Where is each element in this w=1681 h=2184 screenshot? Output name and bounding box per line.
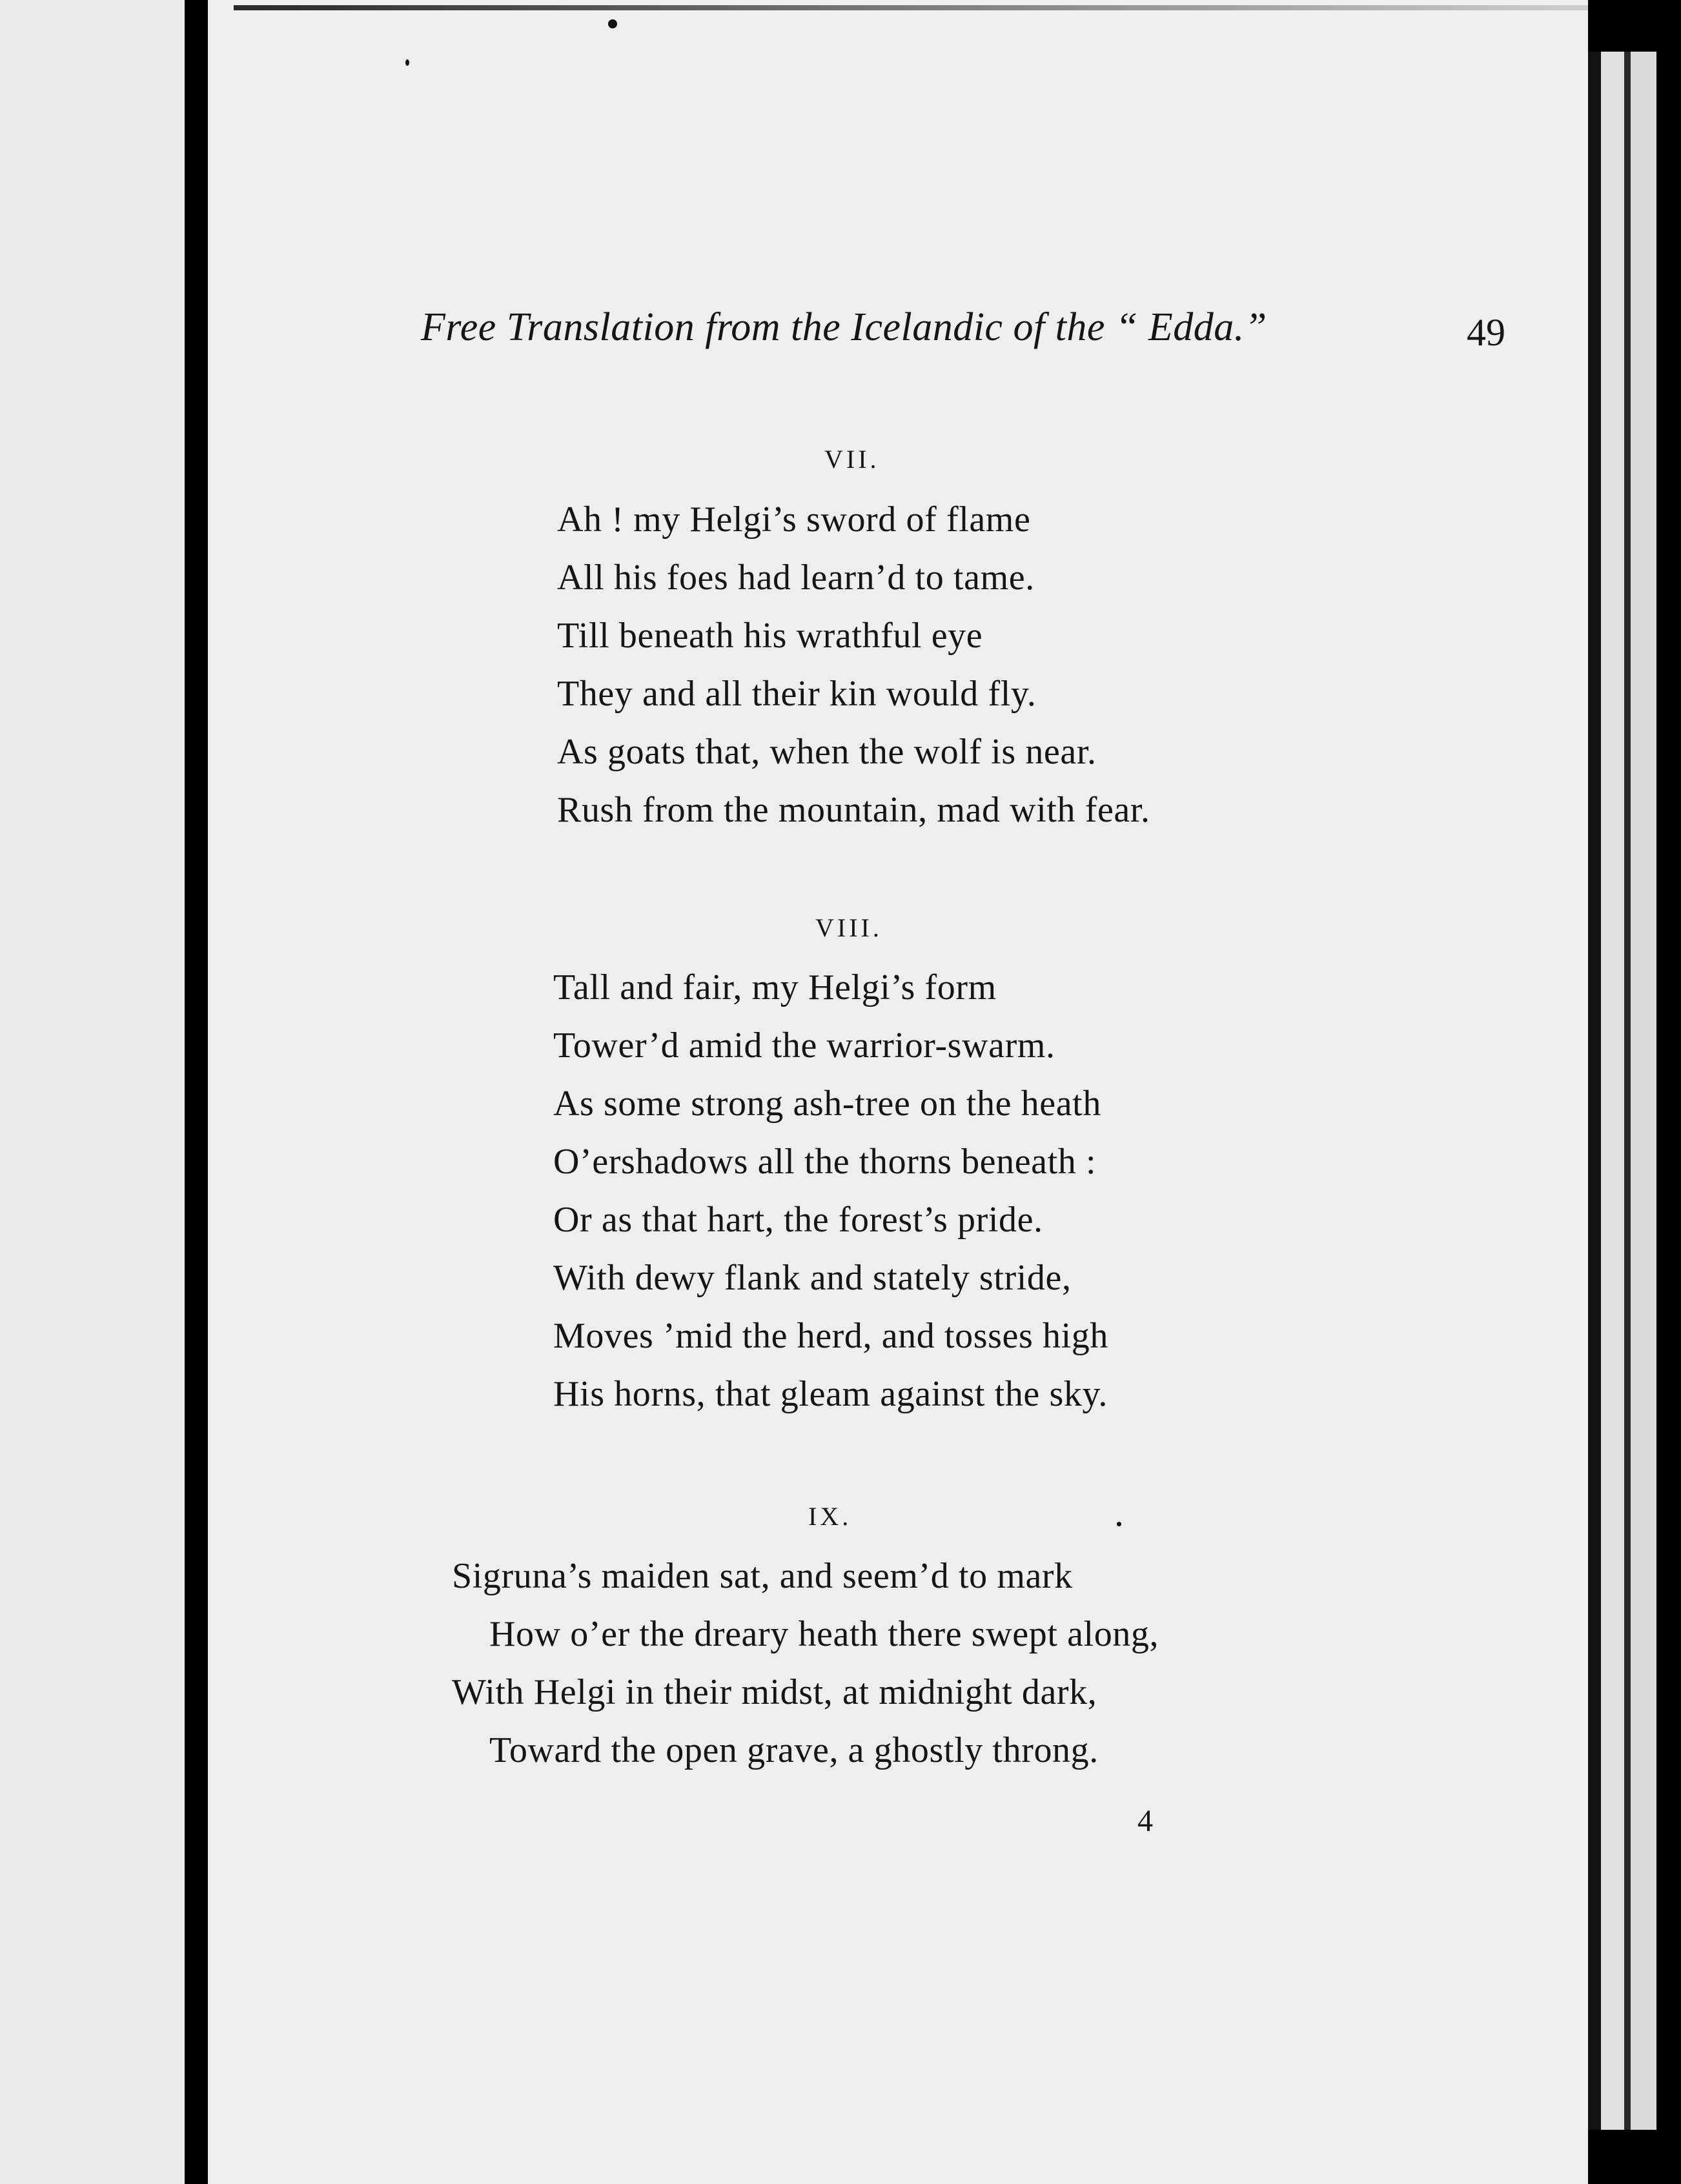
- ink-speck: [1117, 1522, 1121, 1526]
- top-scan-rule: [234, 5, 1588, 10]
- page-edge-gap: [1624, 52, 1631, 2130]
- verse-line: As goats that, when the wolf is near.: [557, 732, 1097, 772]
- verse-line: All his foes had learn’d to tame.: [557, 558, 1035, 598]
- ink-speck: [405, 59, 409, 66]
- facing-page-edge: [0, 0, 185, 2184]
- verse-line: As some strong ash-tree on the heath: [553, 1084, 1101, 1124]
- verse-line: Tall and fair, my Helgi’s form: [553, 967, 997, 1007]
- verse-line: Tower’d amid the warrior-swarm.: [553, 1026, 1055, 1066]
- running-head: [421, 298, 1518, 356]
- verse-line: Ah ! my Helgi’s sword of flame: [557, 500, 1031, 540]
- verse-line: With Helgi in their midst, at midnight dark,: [452, 1672, 1097, 1712]
- stanza-numeral: IX.: [808, 1502, 852, 1531]
- verse-line: Sigruna’s maiden sat, and seem’d to mark: [452, 1556, 1073, 1596]
- stanza-numeral: VII.: [824, 445, 880, 474]
- verse-line: Moves ’mid the herd, and tosses high: [553, 1316, 1108, 1356]
- verse-line: How o’er the dreary heath there swept along,: [489, 1614, 1159, 1654]
- signature-mark: 4: [1137, 1804, 1153, 1838]
- page-edge-shadow: [1588, 52, 1601, 2130]
- page-number: 49: [1467, 311, 1505, 354]
- verse-line: With dewy flank and stately stride,: [553, 1258, 1072, 1298]
- page-edge-leaves: [1601, 52, 1624, 2130]
- verse-line: Rush from the mountain, mad with fear.: [557, 790, 1150, 830]
- verse-line: Or as that hart, the forest’s pride.: [553, 1200, 1043, 1240]
- verse-line: O’ershadows all the thorns beneath :: [553, 1142, 1097, 1182]
- book-page: [208, 0, 1588, 2184]
- verse-line: Toward the open grave, a ghostly throng.: [489, 1730, 1099, 1770]
- running-head-title: Free Translation from the Icelandic of the “ Edda.”: [421, 305, 1267, 349]
- page-edge-leaves-outer: [1631, 52, 1656, 2130]
- verse-line: They and all their kin would fly.: [557, 674, 1037, 714]
- verse-line: His horns, that gleam against the sky.: [553, 1374, 1108, 1414]
- page-edge-background: [1656, 52, 1681, 2130]
- ink-speck: [608, 19, 617, 28]
- verse-line: Till beneath his wrathful eye: [557, 616, 983, 656]
- stanza-numeral: VIII.: [815, 913, 882, 942]
